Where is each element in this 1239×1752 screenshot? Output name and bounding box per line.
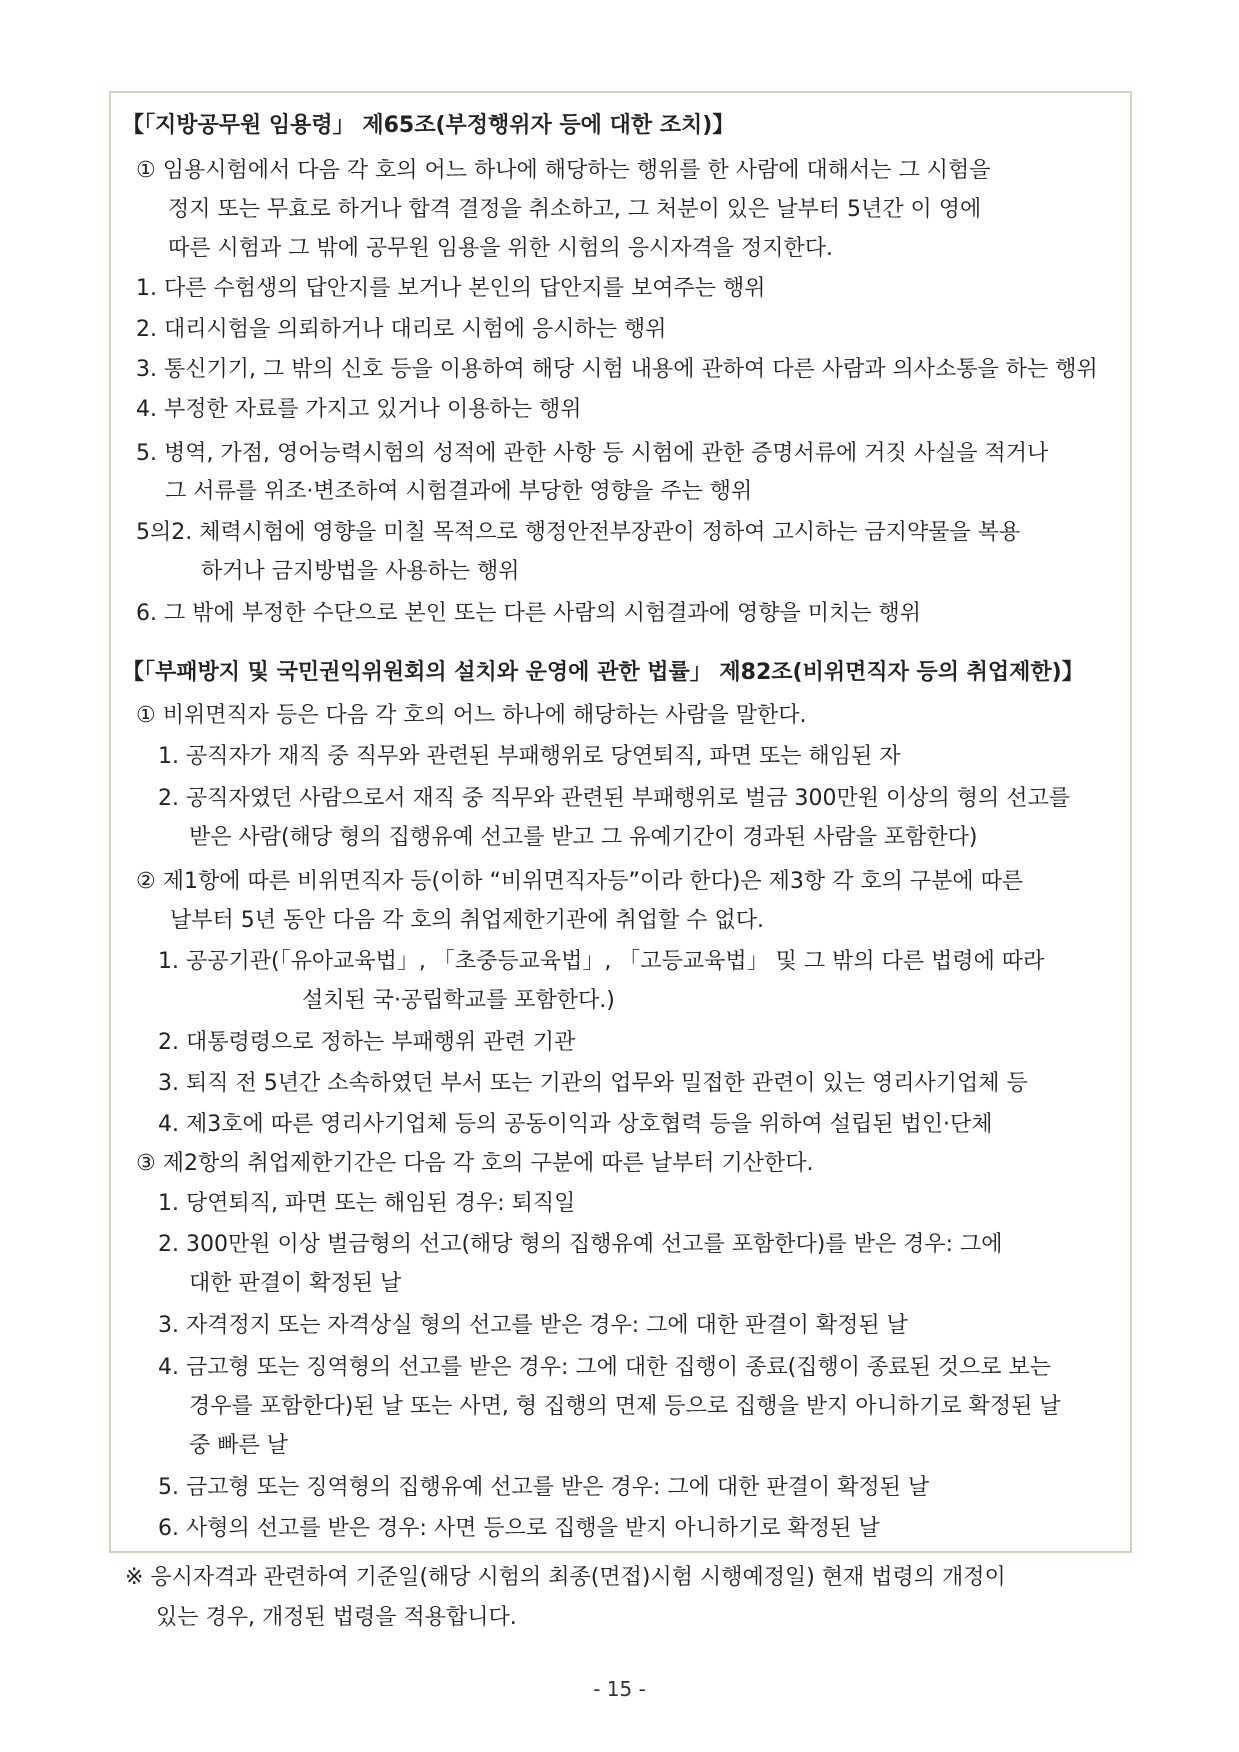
law1-item-1: 1. 다른 수험생의 답안지를 보거나 본인의 답안지를 보여주는 행위 bbox=[136, 276, 766, 301]
law2-para3-item-3: 3. 자격정지 또는 자격상실 형의 선고를 받은 경우: 그에 대한 판결이 확정된 날 bbox=[158, 1313, 908, 1338]
law2-para3: ③ 제2항의 취업제한기간은 다음 각 호의 구분에 따른 날부터 기산한다. bbox=[136, 1151, 814, 1176]
law1-para1-line3: 따른 시험과 그 밖에 공무원 임용을 위한 시험의 응시자격을 정지한다. bbox=[168, 236, 833, 261]
law1-item-6: 6. 그 밖에 부정한 수단으로 본인 또는 다른 사람의 시험결과에 영향을 미치는 행위 bbox=[136, 601, 921, 626]
law2-para1-item-2-line2: 받은 사람(해당 형의 집행유예 선고를 받고 그 유예기간이 경과된 사람을 포함한다) bbox=[189, 825, 978, 850]
law1-title: 【「지방공무원 임용령」 제65조(부정행위자 등에 대한 조치)】 bbox=[122, 113, 735, 138]
law2-para1-item-2-line1: 2. 공직자였던 사람으로서 재직 중 직무와 관련된 부패행위로 벌금 300만원 이상의 형의 선고를 bbox=[158, 786, 1070, 811]
law1-item-2: 2. 대리시험을 의뢰하거나 대리로 시험에 응시하는 행위 bbox=[136, 317, 667, 342]
law2-para1: ① 비위면직자 등은 다음 각 호의 어느 하나에 해당하는 사람을 말한다. bbox=[136, 703, 807, 728]
law2-para2-item-3: 3. 퇴직 전 5년간 소속하였던 부서 또는 기관의 업무와 밀접한 관련이 있는 영리사기업체 등 bbox=[158, 1071, 1028, 1096]
law1-item-3: 3. 통신기기, 그 밖의 신호 등을 이용하여 해당 시험 내용에 관하여 다른 사람과 의사소통을 하는 행위 bbox=[136, 357, 1098, 382]
law2-para2-line2: 날부터 5년 동안 다음 각 호의 취업제한기관에 취업할 수 없다. bbox=[170, 908, 764, 933]
law2-para2-item-1-line1: 1. 공공기관(「유아교육법」, 「초중등교육법」, 「고등교육법」 및 그 밖의 다른 법령에 따라 bbox=[158, 949, 1045, 974]
law1-item-5-2-line1: 5의2. 체력시험에 영향을 미칠 목적으로 행정안전부장관이 정하여 고시하는 금지약물을 복용 bbox=[136, 520, 1021, 545]
note-line2: 있는 경우, 개정된 법령을 적용합니다. bbox=[156, 1605, 517, 1630]
note-line1: ※ 응시자격과 관련하여 기준일(해당 시험의 최종(면접)시험 시행예정일) 현재 법령의 개정이 bbox=[125, 1565, 1006, 1590]
law2-para3-item-4-line2: 경우를 포함한다)된 날 또는 사면, 형 집행의 면제 등으로 집행을 받지 아니하기로 확정된 날 bbox=[189, 1394, 1061, 1419]
law1-item-5-line2: 그 서류를 위조·변조하여 시험결과에 부당한 영향을 주는 행위 bbox=[165, 479, 753, 504]
law2-para3-item-6: 6. 사형의 선고를 받은 경우: 사면 등으로 집행을 받지 아니하기로 확정된 날 bbox=[158, 1516, 880, 1541]
law2-para3-item-2-line1: 2. 300만원 이상 벌금형의 선고(해당 형의 집행유예 선고를 포함한다)를 받은 경우: 그에 bbox=[158, 1232, 1003, 1257]
law2-para3-item-4-line3: 중 빠른 날 bbox=[189, 1433, 288, 1458]
law2-para2-line1: ② 제1항에 따른 비위면직자 등(이하 “비위면직자등”이라 한다)은 제3항 각 호의 구분에 따른 bbox=[136, 869, 1024, 894]
law1-para1-line1: ① 임용시험에서 다음 각 호의 어느 하나에 해당하는 행위를 한 사람에 대해서는 그 시험을 bbox=[136, 158, 991, 183]
law2-para3-item-4-line1: 4. 금고형 또는 징역형의 선고를 받은 경우: 그에 대한 집행이 종료(집행이 종료된 것으로 보는 bbox=[158, 1355, 1051, 1380]
law2-para2-item-1-line2: 설치된 국·공립학교를 포함한다.) bbox=[302, 988, 615, 1013]
law2-title: 【「부패방지 및 국민권익위원회의 설치와 운영에 관한 법률」 제82조(비위면직자 등의 취업제한)】 bbox=[122, 660, 1084, 685]
law2-para3-item-2-line2: 대한 판결이 확정된 날 bbox=[189, 1271, 402, 1296]
law2-para2-item-2: 2. 대통령령으로 정하는 부패행위 관련 기관 bbox=[158, 1030, 576, 1055]
law2-para1-item-1: 1. 공직자가 재직 중 직무와 관련된 부패행위로 당연퇴직, 파면 또는 해임된 자 bbox=[158, 744, 901, 769]
law2-para2-item-4: 4. 제3호에 따른 영리사기업체 등의 공동이익과 상호협력 등을 위하여 설립된 법인·단체 bbox=[158, 1112, 993, 1137]
law1-para1-line2: 정지 또는 무효로 하거나 합격 결정을 취소하고, 그 처분이 있은 날부터 5년간 이 영에 bbox=[168, 197, 982, 222]
law1-item-5-line1: 5. 병역, 가점, 영어능력시험의 성적에 관한 사항 등 시험에 관한 증명서류에 거짓 사실을 적거나 bbox=[136, 441, 1049, 466]
law1-item-5-2-line2: 하거나 금지방법을 사용하는 행위 bbox=[201, 559, 520, 584]
law1-item-4: 4. 부정한 자료를 가지고 있거나 이용하는 행위 bbox=[136, 397, 582, 422]
page-number: - 15 - bbox=[593, 1677, 646, 1701]
law2-para3-item-1: 1. 당연퇴직, 파면 또는 해임된 경우: 퇴직일 bbox=[158, 1191, 576, 1216]
law2-para3-item-5: 5. 금고형 또는 징역형의 집행유예 선고를 받은 경우: 그에 대한 판결이 확정된 날 bbox=[158, 1475, 930, 1500]
